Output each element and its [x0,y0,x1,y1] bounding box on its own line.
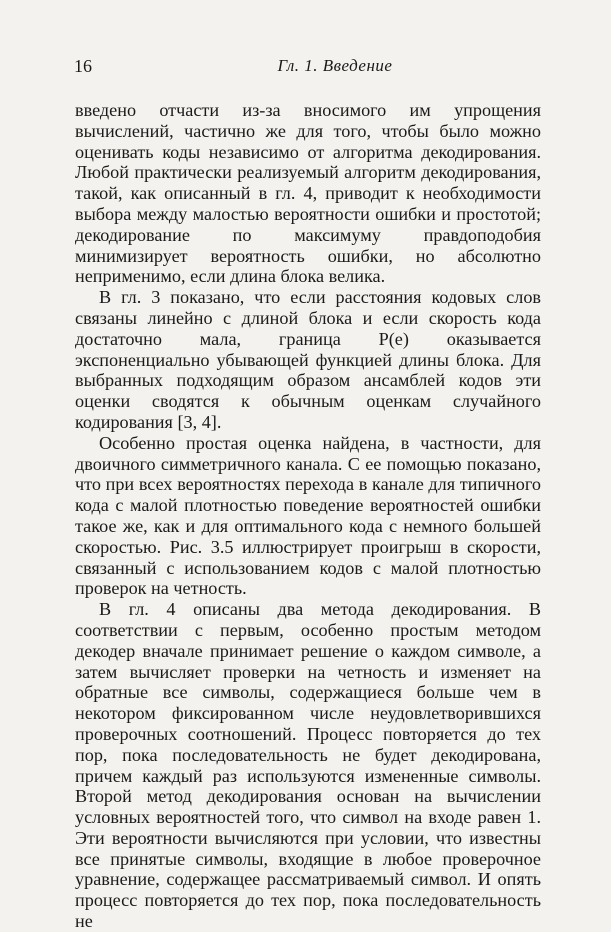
page-header [70,56,540,78]
paragraph-2: В гл. 3 показано, что если расстояния кодовых слов связаны линейно с длиной блока и если скорость кода достаточно мала, граница P(e) оказывается экспоненциально убывающей функцией длины блока. Для выбранных подходящим образом ансамблей кодов эти оценки сводятся к обычным оценкам случайного кодирования [3, 4]. [75,287,541,432]
paragraph-3: Особенно простая оценка найдена, в частности, для двоичного симметричного канала. С ее помощью показано, что при всех вероятностях перехода в канале для типичного кода с малой плотностью поведение вероятностей ошибки такое же, как и для оптимального кода с немного большей скоростью. Рис. 3.5 иллюстрирует проигрыш в скорости, связанный с использованием кодов с малой плотностью проверок на четность. [75,432,541,599]
page-number: 16 [74,56,92,76]
running-title: Гл. 1. Введение [277,56,393,75]
paragraph-4: В гл. 4 описаны два метода декодирования. В соответствии с первым, особенно простым методом декодер вначале принимает решение о каждом символе, а затем вычисляет проверки на четность и изменяет на обратные все символы, содержащиеся больше чем в некотором фиксированном числе неудовлетворившихся проверочных соотношений. Процесс повторяется до тех пор, пока последовательность не будет декодирована, причем каждый раз используются измененные символы. Второй метод декодирования основан на вычислении условных вероятностей того, что символ на входе равен 1. Эти вероятности вычисляются при условии, что известны все принятые символы, входящие в любое проверочное уравнение, содержащее рассматриваемый символ. И опять процесс повторяется до тех пор, пока последовательность не [75,599,541,932]
body-text [75,100,541,932]
paragraph-1: введено отчасти из-за вносимого им упрощения вычислений, частично же для того, чтобы было можно оценивать коды независимо от алгоритма декодирования. Любой практически реализуемый алгоритм декодирования, такой, как описанный в гл. 4, приводит к необходимости выбора между малостью вероятности ошибки и простотой; декодирование по максимуму правдоподобия минимизирует вероятность ошибки, но абсолютно неприменимо, если длина блока велика. [75,100,541,287]
